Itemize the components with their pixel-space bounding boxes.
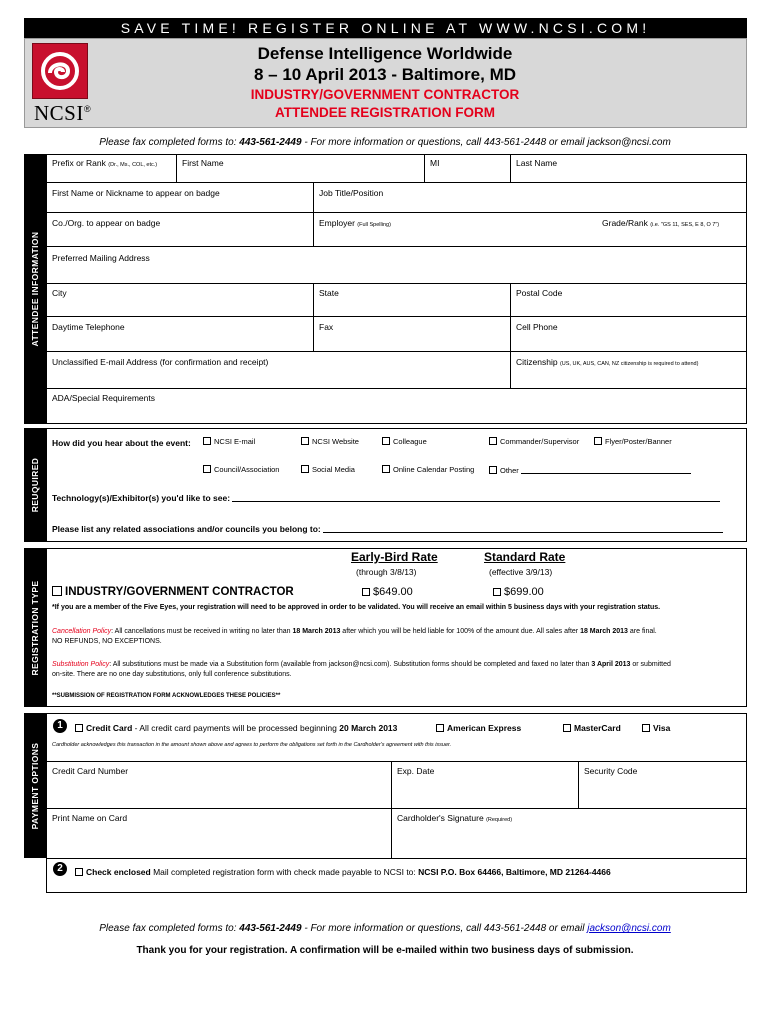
standard-rate-date: (effective 3/9/13) bbox=[489, 567, 553, 577]
other-checkbox[interactable] bbox=[489, 466, 497, 474]
ncsi-website-checkbox[interactable] bbox=[301, 437, 309, 445]
register-online-banner: SAVE TIME! REGISTER ONLINE AT WWW.NCSI.COM! bbox=[24, 18, 747, 38]
option-ncsi-website[interactable]: NCSI Website bbox=[301, 437, 359, 446]
payment-options-section bbox=[46, 713, 747, 893]
mastercard-checkbox[interactable] bbox=[563, 724, 571, 732]
option-online-calendar[interactable]: Online Calendar Posting bbox=[382, 465, 474, 474]
exp-date-label: Exp. Date bbox=[397, 766, 435, 776]
check-option[interactable]: Check enclosed Mail completed registration form with check made payable to NCSI to: NCSI P.O. Box 64466, Baltimore, MD 21264-4466 bbox=[75, 867, 611, 877]
early-bird-date: (through 3/8/13) bbox=[356, 567, 417, 577]
city-label: City bbox=[52, 288, 67, 298]
standard-checkbox[interactable] bbox=[493, 588, 501, 596]
associations-label: Please list any related associations and/or councils you belong to: bbox=[52, 524, 723, 534]
cc-number-label: Credit Card Number bbox=[52, 766, 129, 776]
state-label: State bbox=[319, 288, 339, 298]
substitution-note: on-site. There are no one day substitutions, only full conference substitutions. bbox=[52, 671, 292, 678]
credit-card-checkbox[interactable] bbox=[75, 724, 83, 732]
contractor-option[interactable]: INDUSTRY/GOVERNMENT CONTRACTOR bbox=[52, 586, 294, 598]
colleague-checkbox[interactable] bbox=[382, 437, 390, 445]
event-title: Defense Intelligence Worldwide bbox=[257, 44, 513, 63]
employer-label: Employer (Full Spelling) bbox=[319, 218, 391, 228]
last-name-label: Last Name bbox=[516, 158, 558, 168]
standard-price[interactable]: $699.00 bbox=[493, 586, 544, 598]
commander-checkbox[interactable] bbox=[489, 437, 497, 445]
fax-instructions-bottom: Please fax completed forms to: 443-561-2449 - For more information or questions, call 443-561-2448 or email jackson@ncsi.com bbox=[99, 923, 671, 934]
contractor-checkbox[interactable] bbox=[52, 586, 62, 596]
thank-you-note: Thank you for your registration. A confirmation will be e-mailed within two business days of submission. bbox=[136, 945, 634, 956]
option-flyer[interactable]: Flyer/Poster/Banner bbox=[594, 437, 672, 446]
required-sidebar: REUQUIRED bbox=[24, 428, 46, 542]
standard-rate-header: Standard Rate bbox=[484, 550, 566, 564]
other-field[interactable] bbox=[521, 465, 691, 474]
option-colleague[interactable]: Colleague bbox=[382, 437, 427, 446]
ada-label: ADA/Special Requirements bbox=[52, 393, 155, 403]
online-calendar-checkbox[interactable] bbox=[382, 465, 390, 473]
payment-option-2: 2 bbox=[53, 862, 67, 876]
tech-exhibitor-label: Technology(s)/Exhibitor(s) you'd like to see: bbox=[52, 493, 720, 503]
postal-code-label: Postal Code bbox=[516, 288, 563, 298]
flyer-checkbox[interactable] bbox=[594, 437, 602, 445]
early-bird-header: Early-Bird Rate bbox=[351, 550, 438, 564]
mi-label: MI bbox=[430, 158, 440, 168]
no-refunds: NO REFUNDS, NO EXCEPTIONS. bbox=[52, 638, 162, 645]
option-council[interactable]: Council/Association bbox=[203, 465, 279, 474]
email-link[interactable]: jackson@ncsi.com bbox=[587, 923, 671, 934]
early-bird-checkbox[interactable] bbox=[362, 588, 370, 596]
registration-type-sidebar: REGISTRATION TYPE bbox=[24, 548, 46, 707]
policy-acknowledgement: **SUBMISSION OF REGISTRATION FORM ACKNOWLEDGES THESE POLICIES** bbox=[52, 693, 281, 699]
early-bird-price[interactable]: $649.00 bbox=[362, 586, 413, 598]
email-label: Unclassified E-mail Address (for confirmation and receipt) bbox=[52, 357, 269, 367]
check-checkbox[interactable] bbox=[75, 868, 83, 876]
security-code-label: Security Code bbox=[584, 766, 638, 776]
associations-field[interactable] bbox=[323, 524, 723, 533]
credit-card-option[interactable]: Credit Card - All credit card payments will be processed beginning 20 March 2013 bbox=[75, 723, 397, 733]
co-org-label: Co./Org. to appear on badge bbox=[52, 218, 161, 228]
citizenship-label: Citizenship (US, UK, AUS, CAN, NZ citizenship is required to attend) bbox=[516, 357, 699, 367]
tech-exhibitor-field[interactable] bbox=[232, 493, 720, 502]
option-other[interactable]: Other bbox=[489, 465, 691, 475]
amex-option[interactable]: American Express bbox=[436, 723, 521, 733]
five-eyes-note: *If you are a member of the Five Eyes, your registration will need to be approved in order to be validated. You will receive an email within 5 business days with your registration status. bbox=[52, 604, 661, 611]
day-phone-label: Daytime Telephone bbox=[52, 322, 125, 332]
option-ncsi-email[interactable]: NCSI E-mail bbox=[203, 437, 255, 446]
registered-mark: ® bbox=[84, 104, 91, 114]
council-checkbox[interactable] bbox=[203, 465, 211, 473]
first-name-label: First Name bbox=[182, 158, 224, 168]
fax-label: Fax bbox=[319, 322, 334, 332]
ncsi-email-checkbox[interactable] bbox=[203, 437, 211, 445]
cancellation-policy: Cancellation Policy: All cancellations must be received in writing no later than 18 March 2013 after which you will be held liable for 100% of the amount due. All sales after 18 March 2013 are final. bbox=[52, 628, 657, 635]
signature-label: Cardholder's Signature (Required) bbox=[397, 813, 513, 823]
fax-instructions-top: Please fax completed forms to: 443-561-2449 - For more information or questions, call 443-561-2448 or email jackson@ncsi.com bbox=[99, 137, 671, 148]
social-media-checkbox[interactable] bbox=[301, 465, 309, 473]
how-heard-label: How did you hear about the event: bbox=[52, 438, 191, 448]
visa-checkbox[interactable] bbox=[642, 724, 650, 732]
job-title-label: Job Title/Position bbox=[319, 188, 384, 198]
event-dates: 8 – 10 April 2013 - Baltimore, MD bbox=[253, 65, 517, 84]
cardholder-acknowledgement: Cardholder acknowledges this transaction in the amount shown above and agrees to perform the obligations set forth in the Cardholder's agreement with this issuer. bbox=[52, 742, 452, 748]
attendee-info-sidebar: ATTENDEE INFORMATION bbox=[24, 154, 46, 424]
ncsi-wordmark: NCSI bbox=[34, 101, 84, 125]
mailing-address-label: Preferred Mailing Address bbox=[52, 253, 150, 263]
substitution-policy: Substitution Policy: All substitutions must be made via a Substitution form (available from jackson@ncsi.com). Substitution forms should be completed and faxed no later than 3 April 2013 or submitted bbox=[52, 661, 671, 668]
payment-option-1: 1 bbox=[53, 719, 67, 733]
option-social-media[interactable]: Social Media bbox=[301, 465, 355, 474]
badge-name-label: First Name or Nickname to appear on badge bbox=[52, 188, 220, 198]
form-subtitle: INDUSTRY/GOVERNMENT CONTRACTOR bbox=[250, 87, 520, 102]
option-commander[interactable]: Commander/Supervisor bbox=[489, 437, 579, 446]
prefix-label: Prefix or Rank (Dr., Ms., COL, etc.) bbox=[52, 158, 158, 168]
visa-option[interactable]: Visa bbox=[642, 723, 670, 733]
mastercard-option[interactable]: MasterCard bbox=[563, 723, 621, 733]
grade-rank-label: Grade/Rank (i.e. "GS 11, SES, E 8, O 7") bbox=[602, 218, 720, 228]
cell-phone-label: Cell Phone bbox=[516, 322, 558, 332]
print-name-label: Print Name on Card bbox=[52, 813, 128, 823]
form-title: ATTENDEE REGISTRATION FORM bbox=[275, 105, 495, 120]
amex-checkbox[interactable] bbox=[436, 724, 444, 732]
payment-options-sidebar: PAYMENT OPTIONS bbox=[24, 713, 46, 858]
